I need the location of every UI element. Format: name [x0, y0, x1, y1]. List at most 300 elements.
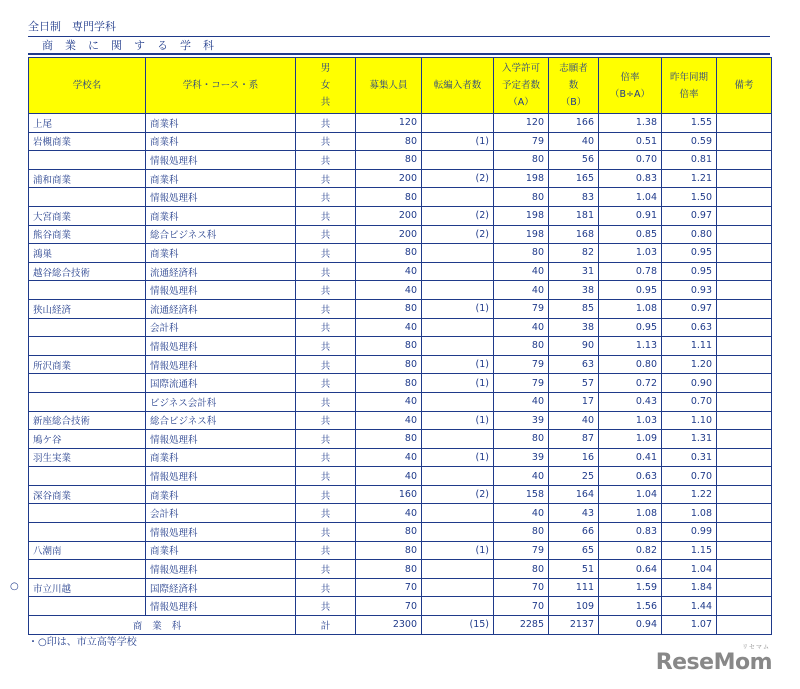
cell-gender: 共 [296, 504, 356, 523]
table-row [29, 504, 772, 523]
cell-gender: 共 [296, 485, 356, 504]
cell-prev-ratio: 1.04 [662, 560, 717, 579]
cell-ratio: 0.63 [599, 467, 662, 486]
cell-prev-ratio: 1.55 [662, 114, 717, 133]
cell-applicants: 82 [549, 244, 599, 263]
cell-gender: 共 [296, 244, 356, 263]
cell-course: 情報処理科 [146, 281, 296, 300]
cell-ratio: 0.91 [599, 206, 662, 225]
total-applicants: 2137 [549, 616, 599, 635]
cell-school: 浦和商業 [29, 169, 146, 188]
table-row [29, 318, 772, 337]
cell-planned: 120 [494, 114, 549, 133]
table-row [29, 151, 772, 170]
cell-planned: 198 [494, 169, 549, 188]
cell-school: 熊谷商業 [29, 225, 146, 244]
cell-school [29, 151, 146, 170]
cell-capacity: 80 [356, 541, 422, 560]
table-row [29, 114, 772, 133]
cell-ratio: 1.04 [599, 485, 662, 504]
col-transfer: 転編入者数 [422, 58, 494, 114]
total-row [29, 616, 772, 635]
cell-notes [717, 225, 772, 244]
cell-prev-ratio: 1.10 [662, 411, 717, 430]
cell-transfer [422, 337, 494, 356]
document-header [28, 20, 770, 55]
cell-planned: 70 [494, 578, 549, 597]
cell-planned: 40 [494, 318, 549, 337]
cell-course: 商業科 [146, 485, 296, 504]
cell-ratio: 1.08 [599, 504, 662, 523]
table-row [29, 355, 772, 374]
cell-notes [717, 504, 772, 523]
cell-transfer: (1) [422, 132, 494, 151]
cell-school: 市立川越 [29, 578, 146, 597]
col-course: 学科・コース・系 [146, 58, 296, 114]
subtitle-divider [28, 53, 770, 55]
cell-notes [717, 560, 772, 579]
cell-course: ビジネス会計科 [146, 392, 296, 411]
cell-applicants: 111 [549, 578, 599, 597]
cell-course: 情報処理科 [146, 430, 296, 449]
table-row [29, 337, 772, 356]
cell-gender: 共 [296, 318, 356, 337]
cell-course: 国際流通科 [146, 374, 296, 393]
footnote: ・○印は、市立高等学校 [28, 637, 137, 648]
cell-applicants: 168 [549, 225, 599, 244]
cell-gender: 共 [296, 206, 356, 225]
col-notes: 備考 [717, 58, 772, 114]
cell-applicants: 25 [549, 467, 599, 486]
cell-ratio: 0.51 [599, 132, 662, 151]
table-row [29, 169, 772, 188]
cell-capacity: 200 [356, 206, 422, 225]
cell-prev-ratio: 1.08 [662, 504, 717, 523]
cell-ratio: 1.56 [599, 597, 662, 616]
cell-ratio: 1.09 [599, 430, 662, 449]
cell-notes [717, 485, 772, 504]
cell-school: 上尾 [29, 114, 146, 133]
cell-school [29, 374, 146, 393]
col-prev-ratio: 昨年同期 倍率 [662, 58, 717, 114]
table-row [29, 392, 772, 411]
cell-course: 情報処理科 [146, 597, 296, 616]
cell-ratio: 0.82 [599, 541, 662, 560]
cell-planned: 198 [494, 225, 549, 244]
cell-applicants: 90 [549, 337, 599, 356]
cell-applicants: 65 [549, 541, 599, 560]
cell-capacity: 80 [356, 151, 422, 170]
cell-school: 八潮南 [29, 541, 146, 560]
cell-ratio: 1.59 [599, 578, 662, 597]
table-row [29, 523, 772, 542]
cell-prev-ratio: 0.99 [662, 523, 717, 542]
cell-planned: 79 [494, 299, 549, 318]
cell-planned: 40 [494, 281, 549, 300]
cell-planned: 79 [494, 374, 549, 393]
cell-transfer [422, 392, 494, 411]
cell-gender: 共 [296, 355, 356, 374]
cell-planned: 80 [494, 188, 549, 207]
cell-ratio: 0.95 [599, 281, 662, 300]
cell-notes [717, 244, 772, 263]
cell-prev-ratio: 0.70 [662, 392, 717, 411]
cell-planned: 40 [494, 467, 549, 486]
cell-capacity: 80 [356, 337, 422, 356]
cell-capacity: 80 [356, 132, 422, 151]
cell-course: 会計科 [146, 504, 296, 523]
cell-transfer [422, 504, 494, 523]
cell-transfer: (1) [422, 299, 494, 318]
cell-applicants: 166 [549, 114, 599, 133]
cell-gender: 共 [296, 151, 356, 170]
cell-prev-ratio: 0.97 [662, 299, 717, 318]
cell-school: 岩槻商業 [29, 132, 146, 151]
cell-planned: 79 [494, 541, 549, 560]
table-row [29, 485, 772, 504]
total-transfer: (15) [422, 616, 494, 635]
admissions-table [28, 57, 772, 635]
cell-capacity: 200 [356, 225, 422, 244]
cell-ratio: 1.03 [599, 411, 662, 430]
col-school: 学校名 [29, 58, 146, 114]
cell-applicants: 16 [549, 448, 599, 467]
table-row [29, 244, 772, 263]
cell-transfer [422, 597, 494, 616]
cell-applicants: 87 [549, 430, 599, 449]
cell-ratio: 0.83 [599, 523, 662, 542]
cell-ratio: 0.64 [599, 560, 662, 579]
cell-notes [717, 448, 772, 467]
cell-applicants: 165 [549, 169, 599, 188]
cell-transfer [422, 244, 494, 263]
table-row [29, 281, 772, 300]
col-gender: 男 女 共 [296, 58, 356, 114]
cell-school [29, 523, 146, 542]
cell-gender: 共 [296, 374, 356, 393]
cell-planned: 80 [494, 244, 549, 263]
cell-notes [717, 467, 772, 486]
cell-planned: 40 [494, 392, 549, 411]
cell-transfer [422, 151, 494, 170]
cell-course: 情報処理科 [146, 151, 296, 170]
cell-gender: 共 [296, 430, 356, 449]
cell-course: 情報処理科 [146, 355, 296, 374]
cell-prev-ratio: 0.81 [662, 151, 717, 170]
cell-prev-ratio: 1.50 [662, 188, 717, 207]
cell-applicants: 51 [549, 560, 599, 579]
total-planned: 2285 [494, 616, 549, 635]
table-row [29, 448, 772, 467]
cell-prev-ratio: 1.44 [662, 597, 717, 616]
cell-notes [717, 206, 772, 225]
cell-school [29, 597, 146, 616]
cell-applicants: 38 [549, 318, 599, 337]
cell-course: 商業科 [146, 206, 296, 225]
cell-prev-ratio: 0.90 [662, 374, 717, 393]
cell-notes [717, 169, 772, 188]
col-ratio: 倍率 （B÷A） [599, 58, 662, 114]
cell-notes [717, 374, 772, 393]
cell-transfer [422, 281, 494, 300]
cell-school: 所沢商業 [29, 355, 146, 374]
cell-transfer: (1) [422, 448, 494, 467]
public-school-mark: ○ [10, 580, 19, 592]
cell-course: 商業科 [146, 114, 296, 133]
cell-course: 商業科 [146, 169, 296, 188]
section-subtitle: 商業に関する学科 [42, 39, 226, 52]
cell-transfer: (1) [422, 411, 494, 430]
cell-notes [717, 355, 772, 374]
cell-transfer [422, 578, 494, 597]
cell-ratio: 0.85 [599, 225, 662, 244]
table-row [29, 374, 772, 393]
cell-capacity: 70 [356, 597, 422, 616]
cell-prev-ratio: 0.59 [662, 132, 717, 151]
cell-gender: 共 [296, 523, 356, 542]
cell-ratio: 0.43 [599, 392, 662, 411]
cell-transfer [422, 560, 494, 579]
cell-capacity: 40 [356, 467, 422, 486]
table-row [29, 411, 772, 430]
cell-transfer: (2) [422, 485, 494, 504]
cell-capacity: 80 [356, 430, 422, 449]
cell-prev-ratio: 1.22 [662, 485, 717, 504]
total-label: 商業科 [29, 616, 296, 635]
cell-notes [717, 299, 772, 318]
cell-capacity: 40 [356, 448, 422, 467]
cell-planned: 70 [494, 597, 549, 616]
cell-transfer [422, 467, 494, 486]
cell-capacity: 40 [356, 262, 422, 281]
title-divider [28, 36, 770, 37]
cell-ratio: 1.38 [599, 114, 662, 133]
cell-ratio: 0.80 [599, 355, 662, 374]
cell-school [29, 392, 146, 411]
cell-notes [717, 430, 772, 449]
cell-school [29, 337, 146, 356]
cell-capacity: 80 [356, 560, 422, 579]
cell-notes [717, 411, 772, 430]
cell-notes [717, 392, 772, 411]
cell-prev-ratio: 0.63 [662, 318, 717, 337]
cell-capacity: 40 [356, 281, 422, 300]
cell-ratio: 0.78 [599, 262, 662, 281]
table-row [29, 299, 772, 318]
cell-ratio: 0.70 [599, 151, 662, 170]
cell-gender: 共 [296, 225, 356, 244]
cell-course: 情報処理科 [146, 337, 296, 356]
cell-course: 会計科 [146, 318, 296, 337]
cell-planned: 80 [494, 523, 549, 542]
total-prev-ratio: 1.07 [662, 616, 717, 635]
col-capacity: 募集人員 [356, 58, 422, 114]
table-row [29, 541, 772, 560]
cell-gender: 共 [296, 188, 356, 207]
cell-transfer [422, 262, 494, 281]
total-gender: 計 [296, 616, 356, 635]
cell-school: 大宮商業 [29, 206, 146, 225]
cell-gender: 共 [296, 411, 356, 430]
cell-course: 商業科 [146, 448, 296, 467]
cell-applicants: 56 [549, 151, 599, 170]
cell-notes [717, 578, 772, 597]
table-row [29, 225, 772, 244]
cell-course: 情報処理科 [146, 467, 296, 486]
cell-applicants: 164 [549, 485, 599, 504]
cell-capacity: 40 [356, 392, 422, 411]
total-notes [717, 616, 772, 635]
cell-notes [717, 114, 772, 133]
cell-course: 国際経済科 [146, 578, 296, 597]
total-ratio: 0.94 [599, 616, 662, 635]
cell-prev-ratio: 0.97 [662, 206, 717, 225]
cell-prev-ratio: 0.80 [662, 225, 717, 244]
cell-capacity: 160 [356, 485, 422, 504]
cell-transfer [422, 114, 494, 133]
cell-capacity: 120 [356, 114, 422, 133]
cell-planned: 79 [494, 132, 549, 151]
cell-course: 商業科 [146, 244, 296, 263]
table-row [29, 132, 772, 151]
table-row [29, 430, 772, 449]
cell-school [29, 318, 146, 337]
cell-planned: 39 [494, 448, 549, 467]
cell-prev-ratio: 0.93 [662, 281, 717, 300]
logo-text: ReseMom [655, 650, 772, 675]
cell-planned: 39 [494, 411, 549, 430]
cell-prev-ratio: 1.15 [662, 541, 717, 560]
cell-ratio: 1.03 [599, 244, 662, 263]
cell-course: 情報処理科 [146, 560, 296, 579]
cell-capacity: 70 [356, 578, 422, 597]
cell-transfer: (2) [422, 225, 494, 244]
total-capacity: 2300 [356, 616, 422, 635]
cell-applicants: 85 [549, 299, 599, 318]
cell-ratio: 0.83 [599, 169, 662, 188]
cell-prev-ratio: 0.70 [662, 467, 717, 486]
cell-transfer: (1) [422, 374, 494, 393]
cell-prev-ratio: 0.95 [662, 244, 717, 263]
cell-ratio: 0.72 [599, 374, 662, 393]
col-applicants: 志願者 数 （B） [549, 58, 599, 114]
cell-school: 羽生実業 [29, 448, 146, 467]
cell-notes [717, 597, 772, 616]
cell-planned: 80 [494, 337, 549, 356]
cell-planned: 80 [494, 430, 549, 449]
cell-school: 鳩ケ谷 [29, 430, 146, 449]
cell-transfer: (1) [422, 355, 494, 374]
cell-ratio: 1.08 [599, 299, 662, 318]
cell-gender: 共 [296, 560, 356, 579]
cell-course: 情報処理科 [146, 523, 296, 542]
table-row [29, 188, 772, 207]
cell-notes [717, 188, 772, 207]
cell-notes [717, 337, 772, 356]
cell-ratio: 0.95 [599, 318, 662, 337]
cell-school [29, 467, 146, 486]
cell-capacity: 40 [356, 504, 422, 523]
logo-subtext: リセマム [742, 644, 770, 651]
cell-gender: 共 [296, 392, 356, 411]
cell-capacity: 40 [356, 318, 422, 337]
cell-transfer [422, 188, 494, 207]
cell-notes [717, 132, 772, 151]
cell-applicants: 40 [549, 132, 599, 151]
cell-gender: 共 [296, 262, 356, 281]
cell-gender: 共 [296, 578, 356, 597]
cell-school: 深谷商業 [29, 485, 146, 504]
cell-planned: 80 [494, 560, 549, 579]
cell-school: 狭山経済 [29, 299, 146, 318]
cell-gender: 共 [296, 281, 356, 300]
cell-gender: 共 [296, 597, 356, 616]
cell-applicants: 109 [549, 597, 599, 616]
table-header-row [29, 58, 772, 114]
cell-applicants: 31 [549, 262, 599, 281]
cell-prev-ratio: 1.21 [662, 169, 717, 188]
cell-ratio: 1.04 [599, 188, 662, 207]
cell-planned: 79 [494, 355, 549, 374]
table-row [29, 560, 772, 579]
cell-ratio: 1.13 [599, 337, 662, 356]
cell-planned: 40 [494, 262, 549, 281]
cell-capacity: 80 [356, 374, 422, 393]
table-row [29, 597, 772, 616]
col-planned: 入学許可 予定者数 （A） [494, 58, 549, 114]
cell-capacity: 80 [356, 188, 422, 207]
cell-gender: 共 [296, 467, 356, 486]
cell-applicants: 38 [549, 281, 599, 300]
table-row [29, 206, 772, 225]
cell-school [29, 281, 146, 300]
cell-transfer: (2) [422, 169, 494, 188]
cell-school: 越谷総合技術 [29, 262, 146, 281]
page-title: 全日制 専門学科 [28, 20, 116, 33]
table-row [29, 262, 772, 281]
cell-school: 鴻巣 [29, 244, 146, 263]
cell-gender: 共 [296, 337, 356, 356]
cell-capacity: 80 [356, 523, 422, 542]
cell-transfer [422, 523, 494, 542]
cell-course: 流通経済科 [146, 299, 296, 318]
cell-course: 総合ビジネス科 [146, 411, 296, 430]
cell-course: 商業科 [146, 541, 296, 560]
cell-notes [717, 151, 772, 170]
cell-course: 総合ビジネス科 [146, 225, 296, 244]
cell-capacity: 80 [356, 355, 422, 374]
cell-planned: 80 [494, 151, 549, 170]
cell-applicants: 43 [549, 504, 599, 523]
cell-applicants: 17 [549, 392, 599, 411]
cell-gender: 共 [296, 132, 356, 151]
cell-course: 情報処理科 [146, 188, 296, 207]
cell-capacity: 80 [356, 299, 422, 318]
cell-prev-ratio: 1.20 [662, 355, 717, 374]
cell-course: 流通経済科 [146, 262, 296, 281]
cell-planned: 158 [494, 485, 549, 504]
cell-gender: 共 [296, 114, 356, 133]
cell-capacity: 80 [356, 244, 422, 263]
cell-prev-ratio: 0.31 [662, 448, 717, 467]
cell-school: 新座総合技術 [29, 411, 146, 430]
cell-applicants: 181 [549, 206, 599, 225]
cell-gender: 共 [296, 541, 356, 560]
cell-ratio: 0.41 [599, 448, 662, 467]
table-row [29, 578, 772, 597]
cell-transfer: (1) [422, 541, 494, 560]
cell-prev-ratio: 1.84 [662, 578, 717, 597]
